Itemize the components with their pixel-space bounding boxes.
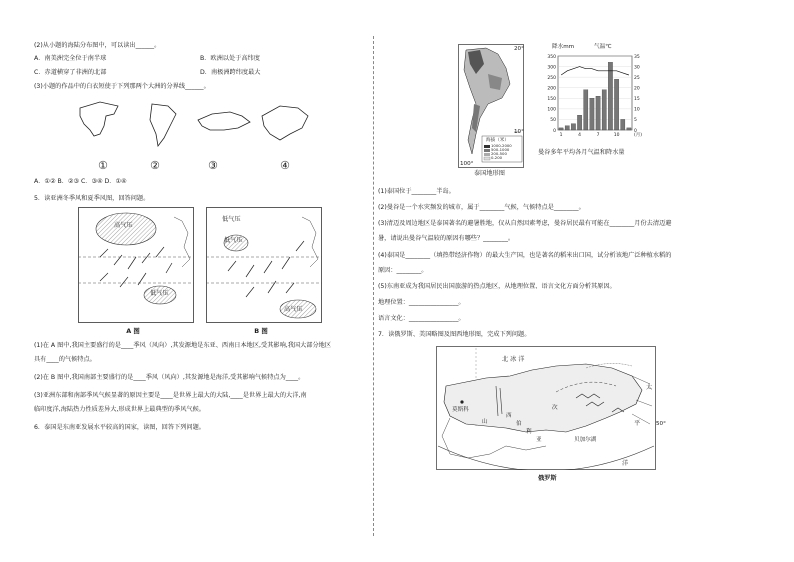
chart-xtick: 1	[559, 133, 563, 138]
bangkok-climate-chart	[540, 50, 650, 142]
q6-stem: 6．泰国是东南亚发展水平较高的国家，读图，回答下列问题。	[34, 424, 205, 431]
chart-caption: 曼谷多年平均各月气温和降水量	[538, 149, 625, 156]
russia-label-f: 贝加尔湖	[574, 437, 597, 443]
chart-bar	[571, 124, 575, 130]
chart-ytick-right: 20	[634, 86, 640, 92]
lat-10-label: 10°	[514, 129, 524, 135]
chart-temp-line	[561, 67, 629, 75]
chart-ytick-left: 150	[547, 97, 556, 103]
chart-bar	[627, 128, 631, 130]
arctic-ocean-label: 北 冰 洋	[502, 356, 525, 363]
chart-ytick-right: 10	[634, 107, 640, 113]
chart-ytick-left: 0	[553, 128, 556, 134]
continent-num-2: ②	[150, 159, 160, 172]
chart-xtick: 10	[613, 133, 620, 138]
chart-bar	[608, 62, 612, 130]
q5-3-line2: 临印度洋,海陆热力性质差异大,形成世界上最典型的季风气候。	[34, 406, 205, 413]
chart-ytick-right: 15	[634, 97, 640, 103]
q6-3-line1: (3)清迈及周边地区是泰国著名的避暑胜地，仅从自然因素考虑，曼谷居民最有可能在________月份去清迈避	[378, 220, 672, 227]
russia-map	[436, 346, 656, 470]
lon-100-label: 100°	[460, 161, 474, 167]
lat-20-label: 20°	[514, 46, 524, 52]
q6-1: (1)泰国位于________半岛。	[378, 188, 455, 195]
chart-ytick-left: 300	[547, 65, 556, 71]
continent-num-4: ④	[280, 159, 290, 172]
russia-label-g: 次	[552, 405, 558, 411]
map-b-high-label: 高气压	[284, 306, 303, 313]
page-divider	[373, 36, 374, 536]
chart-xtick: (月)	[633, 133, 643, 138]
chart-ytick-right: 35	[634, 54, 640, 60]
map-a-high-label: 高气压	[114, 222, 133, 229]
q6-4-line2: 原因：________。	[378, 267, 428, 274]
continent-asia	[262, 106, 308, 140]
q4-option-b: B．欧洲以处于高纬度	[200, 55, 260, 62]
chart-bar	[590, 98, 594, 130]
map-b-low1-label: 低气压	[222, 216, 241, 223]
chart-ytick-left: 200	[547, 86, 556, 92]
russia-label-e: 亚	[536, 437, 542, 443]
chart-bar	[577, 115, 581, 130]
map-a-caption: A 图	[126, 327, 140, 335]
russia-label-d: 利	[526, 429, 532, 435]
chart-ytick-right: 25	[634, 75, 640, 81]
chart-ytick-left: 250	[547, 75, 556, 81]
chart-bar	[602, 90, 606, 130]
geo-location-line: 地理位置：________________。	[378, 299, 465, 306]
lat-50-label: 50°	[656, 421, 666, 427]
map-b-low2-label: 低气压	[224, 237, 243, 244]
pacific-ocean-char-2: 平	[634, 420, 641, 427]
monsoon-map-a	[78, 207, 194, 323]
chart-ytick-right: 30	[634, 65, 640, 71]
continent-num-3: ③	[208, 159, 218, 172]
q5-2: (2)在 B 图中,我国南部主要盛行的是____季风（风向）,其发源地是海洋,受其影响气候特点为____。	[34, 374, 305, 381]
russia-label-b: 西	[506, 413, 512, 419]
q7-stem: 7．读俄罗斯、美国略图及图西地形图，完成下列问题。	[378, 331, 531, 338]
chart-ytick-right: 5	[634, 118, 637, 124]
continent-north-america	[80, 102, 118, 136]
q6-5: (5)东南亚成为我国居民出国旅游的热点地区，从地理位置、语言文化方面分析其原因。	[378, 283, 616, 290]
q6-2: (2)曼谷是一个水灾频发的城市，属于________气候，气候特点是________。	[378, 204, 585, 211]
monsoon-map-b	[206, 207, 322, 323]
legend-item-4: 0-200	[491, 155, 503, 160]
chart-ytick-left: 350	[547, 54, 556, 60]
russia-map-caption: 俄罗斯	[538, 475, 557, 482]
legend-title: 海拔（米）	[486, 138, 509, 143]
q4-option-c: C．赤道横穿了非洲的北部	[34, 69, 107, 76]
russia-label-a: 山	[482, 419, 488, 425]
pacific-ocean-char-3: 洋	[622, 460, 629, 467]
q5-3-line1: (3)亚洲东部和南部季风气候显著的原因主要是____是世界上最大的大陆,____是世界上最大的大洋,南	[34, 392, 307, 399]
chart-ylabel-right: 气温℃	[594, 44, 612, 50]
chart-bar	[596, 96, 600, 130]
q6-3-line2: 暑，请说出曼谷气温较的原因有哪些？________。	[378, 235, 515, 242]
q5-1-line1: (1)在 A 图中,我国主要盛行的是____季风（风向）,其发源地是东亚、西南日本地区,受其影响,我国大部分地区	[34, 342, 332, 349]
chart-bar	[614, 79, 618, 130]
chart-bar	[621, 119, 625, 130]
chart-ylabel-left: 降水mm	[552, 44, 575, 50]
chart-ytick-left: 100	[547, 107, 556, 113]
chart-bar	[559, 128, 563, 130]
chart-xtick: 4	[578, 133, 582, 138]
q4-option-a: A．南美洲完全位于南半球	[34, 55, 107, 62]
continent-num-1: ①	[98, 159, 108, 172]
chart-ytick-left: 50	[550, 118, 556, 124]
q5-1-line2: 具有____的气候特点。	[34, 356, 96, 363]
legend-item-3: 200-500	[491, 151, 507, 156]
continent-south-america	[150, 104, 176, 146]
q4-3-options: A．①② B．②③ C．③④ D．①④	[34, 178, 127, 185]
chart-bar	[565, 126, 569, 130]
language-culture-line: 语言文化：________________。	[378, 315, 465, 322]
thailand-map-caption: 泰国地形图	[474, 170, 505, 177]
q4-option-d: D．南极洲跨纬度最大	[200, 69, 261, 76]
chart-ytick-right: 0	[634, 128, 637, 134]
pacific-ocean-char-1: 太	[646, 384, 653, 391]
chart-frame	[558, 56, 632, 130]
legend-item-1: 1000-2000	[491, 143, 512, 148]
continent-outlines	[70, 100, 310, 158]
q4-stem: (2)从小题的海陆分布图中，可以读出______。	[34, 42, 161, 49]
q5-stem: 5．读亚洲冬季风和夏季风图，回答问题。	[34, 195, 150, 202]
map-b-caption: B 图	[254, 327, 268, 335]
chart-xtick: 7	[596, 133, 600, 138]
q6-4-line1: (4)泰国是________（填热带经济作物）的最大生产国，也是著名的稻米出口国，试分析该地广泛种植水稻的	[378, 252, 672, 259]
legend-item-2: 500-1000	[491, 147, 510, 152]
q4-3-stem: (3)小题的作品中的白衣短使于下列那两个大洲的分界线______。	[34, 83, 210, 90]
continent-europe	[198, 112, 250, 130]
moscow-label: 莫斯科	[452, 407, 469, 413]
chart-bar	[584, 90, 588, 130]
russia-label-c: 伯	[516, 421, 522, 427]
map-a-low-label: 低气压	[150, 290, 169, 297]
